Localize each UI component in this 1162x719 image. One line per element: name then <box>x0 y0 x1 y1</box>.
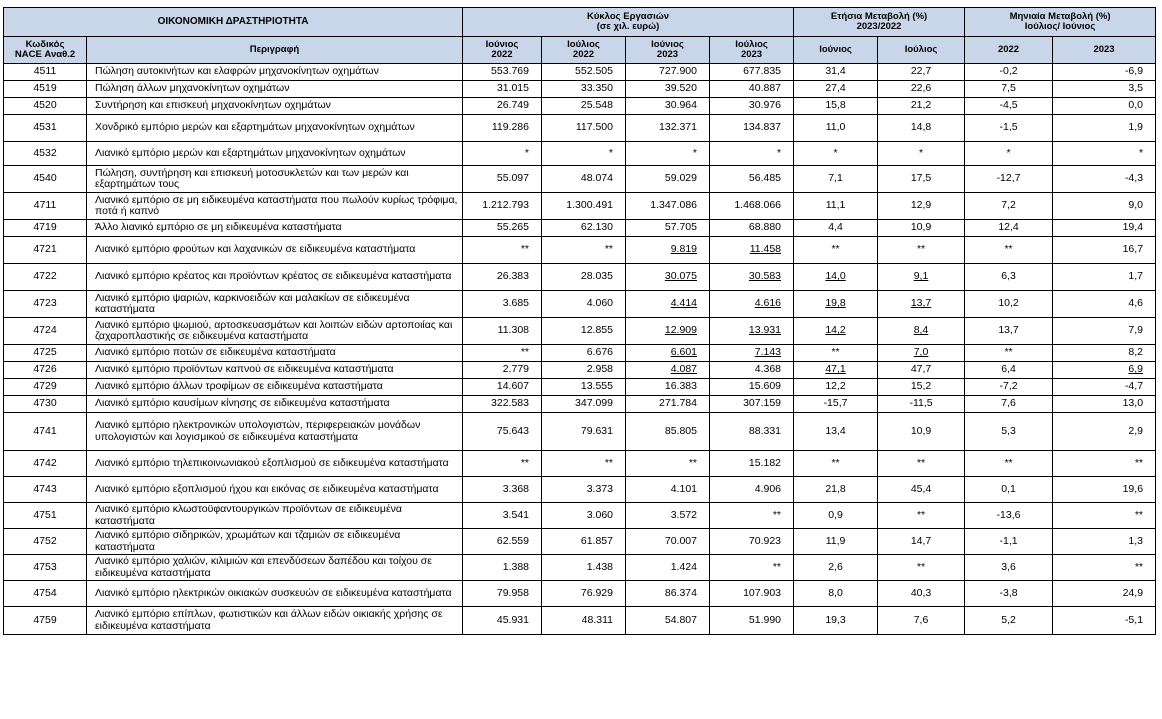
annual-change-cell: 14,0 <box>794 264 878 291</box>
monthly-change-cell: 1,9 <box>1053 115 1156 142</box>
turnover-cell: 30.976 <box>710 98 794 115</box>
turnover-cell: * <box>463 142 542 166</box>
table-row <box>4 115 1156 142</box>
turnover-cell: 307.159 <box>710 396 794 413</box>
annual-change-cell: 9,1 <box>878 264 965 291</box>
turnover-cell: 3.572 <box>626 503 710 529</box>
annual-change-cell: 40,3 <box>878 581 965 607</box>
description-cell: Χονδρικό εμπόριο μερών και εξαρτημάτων μηχανοκίνητων οχημάτων <box>87 115 463 142</box>
nace-code-cell: 4743 <box>4 477 87 503</box>
annual-change-cell: 19,3 <box>794 607 878 635</box>
annual-change-cell: 11,1 <box>794 193 878 220</box>
annual-change-cell: 14,8 <box>878 115 965 142</box>
statistics-table-container <box>3 7 1155 635</box>
turnover-cell: 7.143 <box>710 345 794 362</box>
turnover-cell: 62.130 <box>542 220 626 237</box>
turnover-cell: 107.903 <box>710 581 794 607</box>
table-row <box>4 220 1156 237</box>
table-row <box>4 503 1156 529</box>
table-row <box>4 379 1156 396</box>
description-cell: Πώληση, συντήρηση και επισκευή μοτοσυκλετών και των μερών και εξαρτημάτων τους <box>87 166 463 193</box>
annual-change-cell: 14,7 <box>878 529 965 555</box>
header-month: Ιούλιος <box>735 39 768 50</box>
header-monthly-change-period: Ιούλιος/ Ιούνιος <box>1024 21 1096 32</box>
nace-code-cell: 4511 <box>4 64 87 81</box>
turnover-cell: 11.308 <box>463 318 542 345</box>
turnover-cell: 4.087 <box>626 362 710 379</box>
nace-code-cell: 4751 <box>4 503 87 529</box>
nace-code-cell: 4540 <box>4 166 87 193</box>
turnover-statistics-table <box>3 7 1156 635</box>
turnover-cell: 16.383 <box>626 379 710 396</box>
turnover-cell: 12.909 <box>626 318 710 345</box>
turnover-cell: 85.805 <box>626 413 710 451</box>
turnover-cell: 48.311 <box>542 607 626 635</box>
turnover-cell: 1.347.086 <box>626 193 710 220</box>
nace-code-cell: 4519 <box>4 81 87 98</box>
annual-change-cell: 2,6 <box>794 555 878 581</box>
annual-change-cell: 21,2 <box>878 98 965 115</box>
monthly-change-cell: -12,7 <box>965 166 1053 193</box>
monthly-change-cell: 1,7 <box>1053 264 1156 291</box>
monthly-change-cell: -7,2 <box>965 379 1053 396</box>
turnover-cell: 79.631 <box>542 413 626 451</box>
nace-code-cell: 4759 <box>4 607 87 635</box>
annual-change-cell: 10,9 <box>878 220 965 237</box>
monthly-change-cell: -4,3 <box>1053 166 1156 193</box>
description-cell: Λιανικό εμπόριο χαλιών, κιλιμιών και επενδύσεων δαπέδου και τοίχου σε ειδικευμένα καταστήματα <box>87 555 463 581</box>
monthly-change-cell: 2,9 <box>1053 413 1156 451</box>
turnover-cell: 3.685 <box>463 291 542 318</box>
turnover-cell: 70.923 <box>710 529 794 555</box>
turnover-cell: 15.609 <box>710 379 794 396</box>
table-row <box>4 555 1156 581</box>
nace-code-cell: 4730 <box>4 396 87 413</box>
monthly-change-cell: 7,5 <box>965 81 1053 98</box>
nace-code-cell: 4520 <box>4 98 87 115</box>
turnover-cell: 4.101 <box>626 477 710 503</box>
nace-code-cell: 4724 <box>4 318 87 345</box>
monthly-change-cell: 13,7 <box>965 318 1053 345</box>
monthly-change-cell: 0,1 <box>965 477 1053 503</box>
turnover-cell: 1.438 <box>542 555 626 581</box>
monthly-change-cell: * <box>1053 142 1156 166</box>
monthly-change-cell: ** <box>965 451 1053 477</box>
monthly-change-cell: 19,6 <box>1053 477 1156 503</box>
header-year: 2023 <box>656 49 679 60</box>
description-cell: Άλλο λιανικό εμπόριο σε μη ειδικευμένα καταστήματα <box>87 220 463 237</box>
turnover-cell: 26.749 <box>463 98 542 115</box>
turnover-cell: 4.368 <box>710 362 794 379</box>
turnover-cell: 51.990 <box>710 607 794 635</box>
annual-change-cell: 8,4 <box>878 318 965 345</box>
turnover-cell: 3.541 <box>463 503 542 529</box>
monthly-change-cell: ** <box>965 345 1053 362</box>
monthly-change-cell: 5,3 <box>965 413 1053 451</box>
annual-change-cell: 12,9 <box>878 193 965 220</box>
table-row <box>4 81 1156 98</box>
turnover-cell: 9.819 <box>626 237 710 264</box>
turnover-cell: ** <box>626 451 710 477</box>
monthly-change-cell: 16,7 <box>1053 237 1156 264</box>
nace-code-cell: 4531 <box>4 115 87 142</box>
turnover-cell: 2.779 <box>463 362 542 379</box>
table-row <box>4 193 1156 220</box>
header-turnover-col <box>542 37 626 64</box>
header-turnover-title: Κύκλος Εργασιών <box>587 11 670 22</box>
monthly-change-cell: -1,1 <box>965 529 1053 555</box>
description-cell: Λιανικό εμπόριο κλωστοϋφαντουργικών προϊόντων σε ειδικευμένα καταστήματα <box>87 503 463 529</box>
turnover-cell: 117.500 <box>542 115 626 142</box>
turnover-cell: * <box>626 142 710 166</box>
annual-change-cell: 47,1 <box>794 362 878 379</box>
monthly-change-cell: 24,9 <box>1053 581 1156 607</box>
monthly-change-cell: 6,3 <box>965 264 1053 291</box>
annual-change-cell: 13,4 <box>794 413 878 451</box>
monthly-change-cell: -4,5 <box>965 98 1053 115</box>
turnover-cell: 13.931 <box>710 318 794 345</box>
annual-change-cell: ** <box>878 555 965 581</box>
table-row <box>4 264 1156 291</box>
turnover-cell: 347.099 <box>542 396 626 413</box>
nace-code-cell: 4722 <box>4 264 87 291</box>
table-row <box>4 581 1156 607</box>
table-row <box>4 362 1156 379</box>
nace-code-cell: 4754 <box>4 581 87 607</box>
nace-code-cell: 4719 <box>4 220 87 237</box>
turnover-cell: 4.906 <box>710 477 794 503</box>
header-monthly-change <box>965 8 1156 37</box>
monthly-change-cell: 6,4 <box>965 362 1053 379</box>
header-economic-activity: ΟΙΚΟΝΟΜΙΚΗ ΔΡΑΣΤΗΡΙΟΤΗΤΑ <box>4 8 463 37</box>
annual-change-cell: 22,7 <box>878 64 965 81</box>
annual-change-cell: 31,4 <box>794 64 878 81</box>
nace-code-cell: 4741 <box>4 413 87 451</box>
turnover-cell: 30.583 <box>710 264 794 291</box>
turnover-cell: ** <box>710 555 794 581</box>
turnover-cell: 39.520 <box>626 81 710 98</box>
annual-change-cell: 22,6 <box>878 81 965 98</box>
table-row <box>4 529 1156 555</box>
annual-change-cell: 13,7 <box>878 291 965 318</box>
nace-code-cell: 4726 <box>4 362 87 379</box>
monthly-change-cell: ** <box>1053 555 1156 581</box>
turnover-cell: 62.559 <box>463 529 542 555</box>
monthly-change-cell: 19,4 <box>1053 220 1156 237</box>
table-row <box>4 291 1156 318</box>
description-cell: Λιανικό εμπόριο καυσίμων κίνησης σε ειδικευμένα καταστήματα <box>87 396 463 413</box>
turnover-cell: 727.900 <box>626 64 710 81</box>
turnover-cell: 75.643 <box>463 413 542 451</box>
monthly-change-cell: -0,2 <box>965 64 1053 81</box>
description-cell: Λιανικό εμπόριο ψωμιού, αρτοσκευασμάτων και λοιπών ειδών αρτοποιίας και ζαχαροπλαστικής σε ειδικευμένα καταστήματα <box>87 318 463 345</box>
monthly-change-cell: 10,2 <box>965 291 1053 318</box>
turnover-cell: 552.505 <box>542 64 626 81</box>
header-year: 2022 <box>572 49 595 60</box>
annual-change-cell: 21,8 <box>794 477 878 503</box>
header-code-label: Κωδικός <box>25 39 65 50</box>
turnover-cell: 56.485 <box>710 166 794 193</box>
header-monthly-change-title: Μηνιαία Μεταβολή (%) <box>1009 11 1111 22</box>
annual-change-cell: ** <box>794 237 878 264</box>
description-cell: Λιανικό εμπόριο επίπλων, φωτιστικών και άλλων ειδών οικιακής χρήσης σε ειδικευμένα καταστήματα <box>87 607 463 635</box>
header-monthly-col: 2022 <box>965 37 1053 64</box>
description-cell: Λιανικό εμπόριο ψαριών, καρκινοειδών και μαλακίων σε ειδικευμένα καταστήματα <box>87 291 463 318</box>
annual-change-cell: ** <box>878 237 965 264</box>
header-annual-change <box>794 8 965 37</box>
nace-code-cell: 4532 <box>4 142 87 166</box>
annual-change-cell: * <box>878 142 965 166</box>
turnover-cell: 88.331 <box>710 413 794 451</box>
nace-code-cell: 4725 <box>4 345 87 362</box>
turnover-cell: 1.424 <box>626 555 710 581</box>
header-turnover-col <box>626 37 710 64</box>
annual-change-cell: -11,5 <box>878 396 965 413</box>
annual-change-cell: 8,0 <box>794 581 878 607</box>
turnover-cell: ** <box>463 345 542 362</box>
annual-change-cell: 7,1 <box>794 166 878 193</box>
nace-code-cell: 4723 <box>4 291 87 318</box>
turnover-cell: 119.286 <box>463 115 542 142</box>
turnover-cell: 6.676 <box>542 345 626 362</box>
turnover-cell: 13.555 <box>542 379 626 396</box>
description-cell: Πώληση άλλων μηχανοκίνητων οχημάτων <box>87 81 463 98</box>
monthly-change-cell: * <box>965 142 1053 166</box>
turnover-cell: 1.212.793 <box>463 193 542 220</box>
description-cell: Λιανικό εμπόριο προϊόντων καπνού σε ειδικευμένα καταστήματα <box>87 362 463 379</box>
description-cell: Λιανικό εμπόριο εξοπλισμού ήχου και εικόνας σε ειδικευμένα καταστήματα <box>87 477 463 503</box>
turnover-cell: 14.607 <box>463 379 542 396</box>
monthly-change-cell: 12,4 <box>965 220 1053 237</box>
table-row <box>4 607 1156 635</box>
monthly-change-cell: -6,9 <box>1053 64 1156 81</box>
turnover-cell: 61.857 <box>542 529 626 555</box>
header-month: Ιούλιος <box>567 39 600 50</box>
table-body <box>4 64 1156 635</box>
turnover-cell: 3.368 <box>463 477 542 503</box>
annual-change-cell: 7,0 <box>878 345 965 362</box>
turnover-cell: ** <box>710 503 794 529</box>
nace-code-cell: 4752 <box>4 529 87 555</box>
annual-change-cell: ** <box>794 345 878 362</box>
nace-code-cell: 4753 <box>4 555 87 581</box>
header-turnover-col <box>710 37 794 64</box>
nace-code-cell: 4711 <box>4 193 87 220</box>
header-description: Περιγραφή <box>87 37 463 64</box>
monthly-change-cell: -1,5 <box>965 115 1053 142</box>
turnover-cell: 48.074 <box>542 166 626 193</box>
annual-change-cell: 15,8 <box>794 98 878 115</box>
monthly-change-cell: 7,9 <box>1053 318 1156 345</box>
description-cell: Λιανικό εμπόριο ηλεκτρονικών υπολογιστών, περιφερειακών μονάδων υπολογιστών και λογισμικού σε ειδικευμένα καταστήματα <box>87 413 463 451</box>
turnover-cell: 28.035 <box>542 264 626 291</box>
header-turnover <box>463 8 794 37</box>
monthly-change-cell: 8,2 <box>1053 345 1156 362</box>
description-cell: Πώληση αυτοκινήτων και ελαφρών μηχανοκίνητων οχημάτων <box>87 64 463 81</box>
description-cell: Λιανικό εμπόριο τηλεπικοινωνιακού εξοπλισμού σε ειδικευμένα καταστήματα <box>87 451 463 477</box>
turnover-cell: 553.769 <box>463 64 542 81</box>
turnover-cell: 3.060 <box>542 503 626 529</box>
turnover-cell: 677.835 <box>710 64 794 81</box>
annual-change-cell: 10,9 <box>878 413 965 451</box>
monthly-change-cell: 5,2 <box>965 607 1053 635</box>
turnover-cell: 70.007 <box>626 529 710 555</box>
description-cell: Λιανικό εμπόριο μερών και εξαρτημάτων μηχανοκίνητων οχημάτων <box>87 142 463 166</box>
annual-change-cell: 19,8 <box>794 291 878 318</box>
turnover-cell: 26.383 <box>463 264 542 291</box>
turnover-cell: 4.616 <box>710 291 794 318</box>
turnover-cell: ** <box>463 237 542 264</box>
table-row <box>4 413 1156 451</box>
turnover-cell: 1.388 <box>463 555 542 581</box>
turnover-cell: 79.958 <box>463 581 542 607</box>
monthly-change-cell: 1,3 <box>1053 529 1156 555</box>
table-row <box>4 345 1156 362</box>
turnover-cell: 40.887 <box>710 81 794 98</box>
annual-change-cell: -15,7 <box>794 396 878 413</box>
turnover-cell: 132.371 <box>626 115 710 142</box>
description-cell: Λιανικό εμπόριο σιδηρικών, χρωμάτων και τζαμιών σε ειδικευμένα καταστήματα <box>87 529 463 555</box>
table-header <box>4 8 1156 64</box>
turnover-cell: 86.374 <box>626 581 710 607</box>
monthly-change-cell: 0,0 <box>1053 98 1156 115</box>
nace-code-cell: 4742 <box>4 451 87 477</box>
monthly-change-cell: 3,6 <box>965 555 1053 581</box>
turnover-cell: 68.880 <box>710 220 794 237</box>
annual-change-cell: 45,4 <box>878 477 965 503</box>
table-row <box>4 237 1156 264</box>
turnover-cell: 134.837 <box>710 115 794 142</box>
table-row <box>4 64 1156 81</box>
annual-change-cell: ** <box>794 451 878 477</box>
turnover-cell: 57.705 <box>626 220 710 237</box>
turnover-cell: 12.855 <box>542 318 626 345</box>
description-cell: Λιανικό εμπόριο ηλεκτρικών οικιακών συσκευών σε ειδικευμένα καταστήματα <box>87 581 463 607</box>
monthly-change-cell: -13,6 <box>965 503 1053 529</box>
turnover-cell: 11.458 <box>710 237 794 264</box>
monthly-change-cell: 7,6 <box>965 396 1053 413</box>
turnover-cell: 1.300.491 <box>542 193 626 220</box>
table-row <box>4 396 1156 413</box>
table-row <box>4 98 1156 115</box>
table-row <box>4 166 1156 193</box>
monthly-change-cell: ** <box>1053 503 1156 529</box>
monthly-change-cell: ** <box>1053 451 1156 477</box>
description-cell: Λιανικό εμπόριο ποτών σε ειδικευμένα καταστήματα <box>87 345 463 362</box>
turnover-cell: 76.929 <box>542 581 626 607</box>
table-row <box>4 142 1156 166</box>
turnover-cell: 45.931 <box>463 607 542 635</box>
turnover-cell: 322.583 <box>463 396 542 413</box>
annual-change-cell: 0,9 <box>794 503 878 529</box>
monthly-change-cell: -3,8 <box>965 581 1053 607</box>
turnover-cell: ** <box>542 451 626 477</box>
annual-change-cell: ** <box>878 503 965 529</box>
annual-change-cell: 12,2 <box>794 379 878 396</box>
description-cell: Συντήρηση και επισκευή μηχανοκίνητων οχημάτων <box>87 98 463 115</box>
table-row <box>4 318 1156 345</box>
turnover-cell: 30.075 <box>626 264 710 291</box>
turnover-cell: 54.807 <box>626 607 710 635</box>
table-row <box>4 477 1156 503</box>
annual-change-cell: 15,2 <box>878 379 965 396</box>
annual-change-cell: 4,4 <box>794 220 878 237</box>
monthly-change-cell: 3,5 <box>1053 81 1156 98</box>
header-year: 2022 <box>491 49 513 60</box>
turnover-cell: 55.097 <box>463 166 542 193</box>
nace-code-cell: 4729 <box>4 379 87 396</box>
turnover-cell: 30.964 <box>626 98 710 115</box>
annual-change-cell: 14,2 <box>794 318 878 345</box>
header-code-sub: NACE Αναθ.2 <box>14 49 76 60</box>
annual-change-cell: ** <box>878 451 965 477</box>
description-cell: Λιανικό εμπόριο φρούτων και λαχανικών σε ειδικευμένα καταστήματα <box>87 237 463 264</box>
header-month: Ιούνιος <box>651 39 684 50</box>
annual-change-cell: 7,6 <box>878 607 965 635</box>
table-row <box>4 451 1156 477</box>
header-annual-col: Ιούνιος <box>794 37 878 64</box>
annual-change-cell: 11,9 <box>794 529 878 555</box>
monthly-change-cell: 6,9 <box>1053 362 1156 379</box>
turnover-cell: ** <box>463 451 542 477</box>
monthly-change-cell: -5,1 <box>1053 607 1156 635</box>
turnover-cell: * <box>542 142 626 166</box>
description-cell: Λιανικό εμπόριο άλλων τροφίμων σε ειδικευμένα καταστήματα <box>87 379 463 396</box>
header-annual-change-title: Ετήσια Μεταβολή (%) <box>830 11 928 22</box>
header-annual-col: Ιούλιος <box>878 37 965 64</box>
monthly-change-cell: 9,0 <box>1053 193 1156 220</box>
annual-change-cell: 17,5 <box>878 166 965 193</box>
monthly-change-cell: 7,2 <box>965 193 1053 220</box>
turnover-cell: 31.015 <box>463 81 542 98</box>
monthly-change-cell: 13,0 <box>1053 396 1156 413</box>
turnover-cell: 15.182 <box>710 451 794 477</box>
turnover-cell: ** <box>542 237 626 264</box>
monthly-change-cell: ** <box>965 237 1053 264</box>
turnover-cell: 25.548 <box>542 98 626 115</box>
header-nace-code <box>4 37 87 64</box>
nace-code-cell: 4721 <box>4 237 87 264</box>
header-monthly-col: 2023 <box>1053 37 1156 64</box>
turnover-cell: 271.784 <box>626 396 710 413</box>
header-month: Ιούνιος <box>485 39 519 50</box>
description-cell: Λιανικό εμπόριο σε μη ειδικευμένα καταστήματα που πωλούν κυρίως τρόφιμα, ποτά ή καπνό <box>87 193 463 220</box>
annual-change-cell: 47,7 <box>878 362 965 379</box>
description-cell: Λιανικό εμπόριο κρέατος και προϊόντων κρέατος σε ειδικευμένα καταστήματα <box>87 264 463 291</box>
turnover-cell: 59.029 <box>626 166 710 193</box>
turnover-cell: 33.350 <box>542 81 626 98</box>
header-turnover-col <box>463 37 542 64</box>
turnover-cell: 4.414 <box>626 291 710 318</box>
turnover-cell: 1.468.066 <box>710 193 794 220</box>
header-turnover-unit: (σε χιλ. ευρώ) <box>596 21 660 32</box>
annual-change-cell: * <box>794 142 878 166</box>
turnover-cell: 2.958 <box>542 362 626 379</box>
annual-change-cell: 11,0 <box>794 115 878 142</box>
header-annual-change-period: 2023/2022 <box>856 21 902 32</box>
annual-change-cell: 27,4 <box>794 81 878 98</box>
header-year: 2023 <box>740 49 763 60</box>
turnover-cell: 3.373 <box>542 477 626 503</box>
turnover-cell: 6.601 <box>626 345 710 362</box>
monthly-change-cell: 4,6 <box>1053 291 1156 318</box>
turnover-cell: * <box>710 142 794 166</box>
turnover-cell: 55.265 <box>463 220 542 237</box>
turnover-cell: 4.060 <box>542 291 626 318</box>
monthly-change-cell: -4,7 <box>1053 379 1156 396</box>
